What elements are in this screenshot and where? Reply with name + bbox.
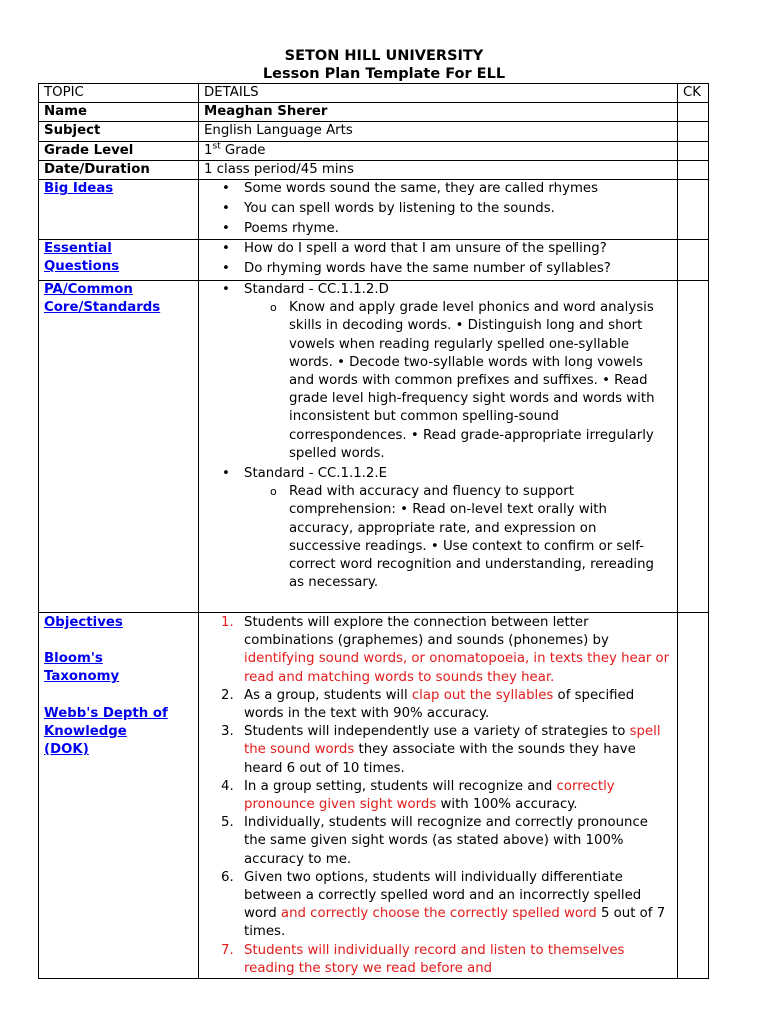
header-ck: CK [678,84,709,103]
essential-questions-link-line2[interactable]: Questions [44,259,120,275]
ck-cell [678,613,709,979]
objective-highlight: and correctly choose the correctly spelled word [280,906,597,922]
big-ideas-label-cell [39,180,199,240]
ck-cell [678,103,709,122]
list-item: • Poems rhyme. [204,220,672,238]
university-title: SETON HILL UNIVERSITY [284,48,484,64]
objective-text: Students will independently use a variety of strategies to [244,724,630,740]
objective-text: In a group setting, students will recognize and [244,778,557,794]
list-item: • Some words sound the same, they are called rhymes [204,180,672,198]
standard-code: Standard - CC.1.1.2.E [244,466,387,482]
objectives-link[interactable]: Objectives [44,615,123,631]
grade-word: Grade [220,142,266,158]
list-item [204,687,672,723]
name-label: Name [39,103,199,122]
essential-questions-link-line1[interactable]: Essential [44,241,112,257]
table-row [39,613,709,979]
table-row [39,141,709,160]
objectives-label-cell [39,613,199,979]
list-number: 5. [221,815,234,831]
webbs-dok-link-line2[interactable]: Knowledge [44,723,127,739]
objective-text: of specified words in the text with 90% accuracy. [244,687,635,722]
objective-highlight: clap out the syllables [411,687,554,703]
list-number: 7. [221,942,234,958]
ck-cell [678,160,709,179]
list-item: • Do rhyming words have the same number of syllables? [204,260,672,278]
header-topic: TOPIC [39,84,199,103]
list-number: 4. [221,778,234,794]
ck-cell [678,180,709,240]
date-duration-label: Date/Duration [39,160,199,179]
list-item [204,465,672,592]
blooms-taxonomy-link-line1[interactable]: Bloom's [44,651,103,667]
ck-cell [678,122,709,141]
list-item: • How do I spell a word that I am unsure of the spelling? [204,240,672,258]
big-ideas-link[interactable]: Big Ideas [44,181,114,197]
list-item: • You can spell words by listening to the sounds. [204,200,672,218]
objective-text: 5 out of 7 times. [244,906,666,940]
list-item [204,723,672,778]
table-header-row [39,84,709,103]
objective-text: Given two options, students will individually differentiate between a correctly spelled word and an incorrectly spelled word [244,869,642,922]
list-item [204,778,672,814]
table-row [39,281,709,613]
table-row [39,103,709,122]
webbs-dok-link-line1[interactable]: Webb's Depth of [44,705,168,721]
table-row [39,180,709,240]
subject-value: English Language Arts [199,122,678,141]
list-item [204,942,672,978]
objective-highlight: spell the sound words [244,724,661,758]
table-row [39,160,709,179]
objective-text: As a group, students will [244,687,412,703]
subject-label: Subject [39,122,199,141]
standards-details [199,281,678,613]
standard-code: Standard - CC.1.1.2.D [244,282,389,298]
objective-highlight: identifying sound words, or onomatopoeia, in texts they hear or read and matching words to sounds they hear. [244,651,670,685]
table-row [39,122,709,141]
list-item: o Know and apply grade level phonics and word analysis skills in decoding words. • Distinguish long and short vowels when reading regularly spelled one-syllable words. • Decode two-syllable words with long vowels and words with common prefixes and suffixes. • Read grade level high-frequency sight words and words with inconsistent but common spelling-sound correspondences. • Read grade-appropriate irregularly spelled words. [204,299,672,463]
essential-questions-details [199,240,678,281]
objective-text: with 100% accuracy. [436,797,578,813]
objective-text: they associate with the sounds they have heard 6 out of 10 times. [244,742,636,776]
header-details: DETAILS [199,84,678,103]
essential-questions-label-cell [39,240,199,281]
big-ideas-details [199,180,678,240]
blooms-taxonomy-link-line2[interactable]: Taxonomy [44,669,120,685]
webbs-dok-link-line3[interactable]: (DOK) [44,742,89,758]
objectives-details [199,613,678,979]
date-duration-value: 1 class period/45 mins [199,160,678,179]
list-item [204,614,672,687]
grade-number: 1 [204,142,213,158]
lesson-plan-table [38,83,709,979]
ck-cell [678,141,709,160]
standards-link-line2[interactable]: Core/Standards [44,300,161,316]
standards-label-cell [39,281,199,613]
document-title: Lesson Plan Template For ELL [262,66,506,82]
name-value: Meaghan Sherer [199,103,678,122]
grade-ordinal: st [212,141,221,152]
list-item [204,281,672,463]
standards-link-line1[interactable]: PA/Common [44,282,133,298]
objective-highlight: correctly pronounce given sight words [244,778,615,813]
list-number: 2. [221,687,234,703]
list-item [204,814,672,869]
list-number: 1. [221,615,234,631]
list-item: o Read with accuracy and fluency to support comprehension: • Read on-level text orally with accuracy, appropriate rate, and expression on successive readings. • Use context to confirm or self-correct word recognition and understanding, rereading as necessary. [204,483,672,592]
objective-text: Individually, students will recognize and correctly pronounce the same given sight words (as stated above) with 100% accuracy to me. [244,815,648,867]
table-row [39,240,709,281]
grade-level-label: Grade Level [39,141,199,160]
objective-highlight: Students will individually record and listen to themselves reading the story we read before and [244,942,625,976]
ck-cell [678,281,709,613]
grade-level-value [199,141,678,160]
list-number: 3. [221,724,234,740]
objective-text: Students will explore the connection between letter combinations (graphemes) and sounds (phonemes) by [244,615,609,649]
list-item [204,869,672,942]
list-number: 6. [221,869,234,885]
ck-cell [678,240,709,281]
